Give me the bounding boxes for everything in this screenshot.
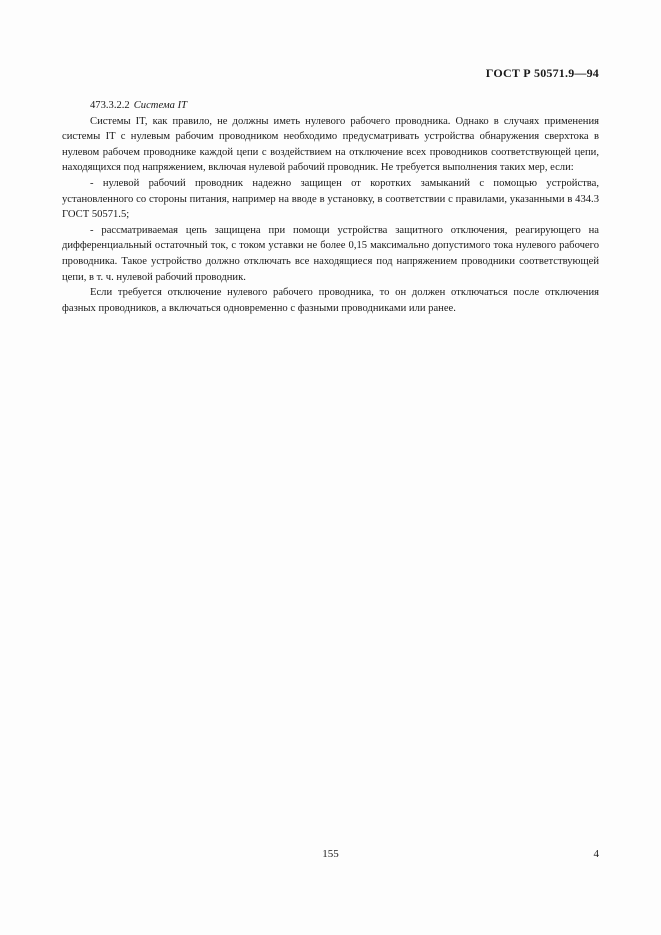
paragraph-condition-1: - нулевой рабочий проводник надежно защищен от коротких замыканий с помощью устройства, установленного со стороны питания, например на вводе в установку, в соответствии с правилами, указанными в 434.3 ГОСТ 50571.5; [62, 177, 599, 221]
document-body [62, 98, 599, 316]
sheet-number: 4 [593, 848, 599, 860]
paragraph-intro: Системы IT, как правило, не должны иметь нулевого рабочего проводника. Однако в случаях применения системы IT с нулевым рабочим проводником необходимо предусматривать устройства обнаружения сверхтока в нулевом рабочем проводнике каждой цепи с воздействием на отключение всех проводников соответствующей цепи, находящихся под напряжением, включая нулевой рабочий проводник. Не требуется выполнения таких мер, если: [62, 115, 599, 174]
section-heading [62, 98, 599, 114]
section-number: 473.3.2.2 [90, 100, 130, 111]
page-number: 155 [322, 848, 339, 860]
section-title: Система IT [133, 100, 188, 111]
document-code-header: ГОСТ Р 50571.9—94 [485, 66, 599, 80]
paragraph-disconnection: Если требуется отключение нулевого рабочего проводника, то он должен отключаться после отключения фазных проводников, а включаться одновременно с фазными проводниками или ранее. [62, 287, 599, 314]
paragraph-condition-2: - рассматриваемая цепь защищена при помощи устройства защитного отключения, реагирующего на дифференциальный остаточный ток, с током уставки не более 0,15 максимально допустимого тока нулевого рабочего проводника. Такое устройство должно отключать все находящиеся под напряжением проводники соответствующей цепи, в т. ч. нулевой рабочий проводник. [62, 224, 599, 283]
